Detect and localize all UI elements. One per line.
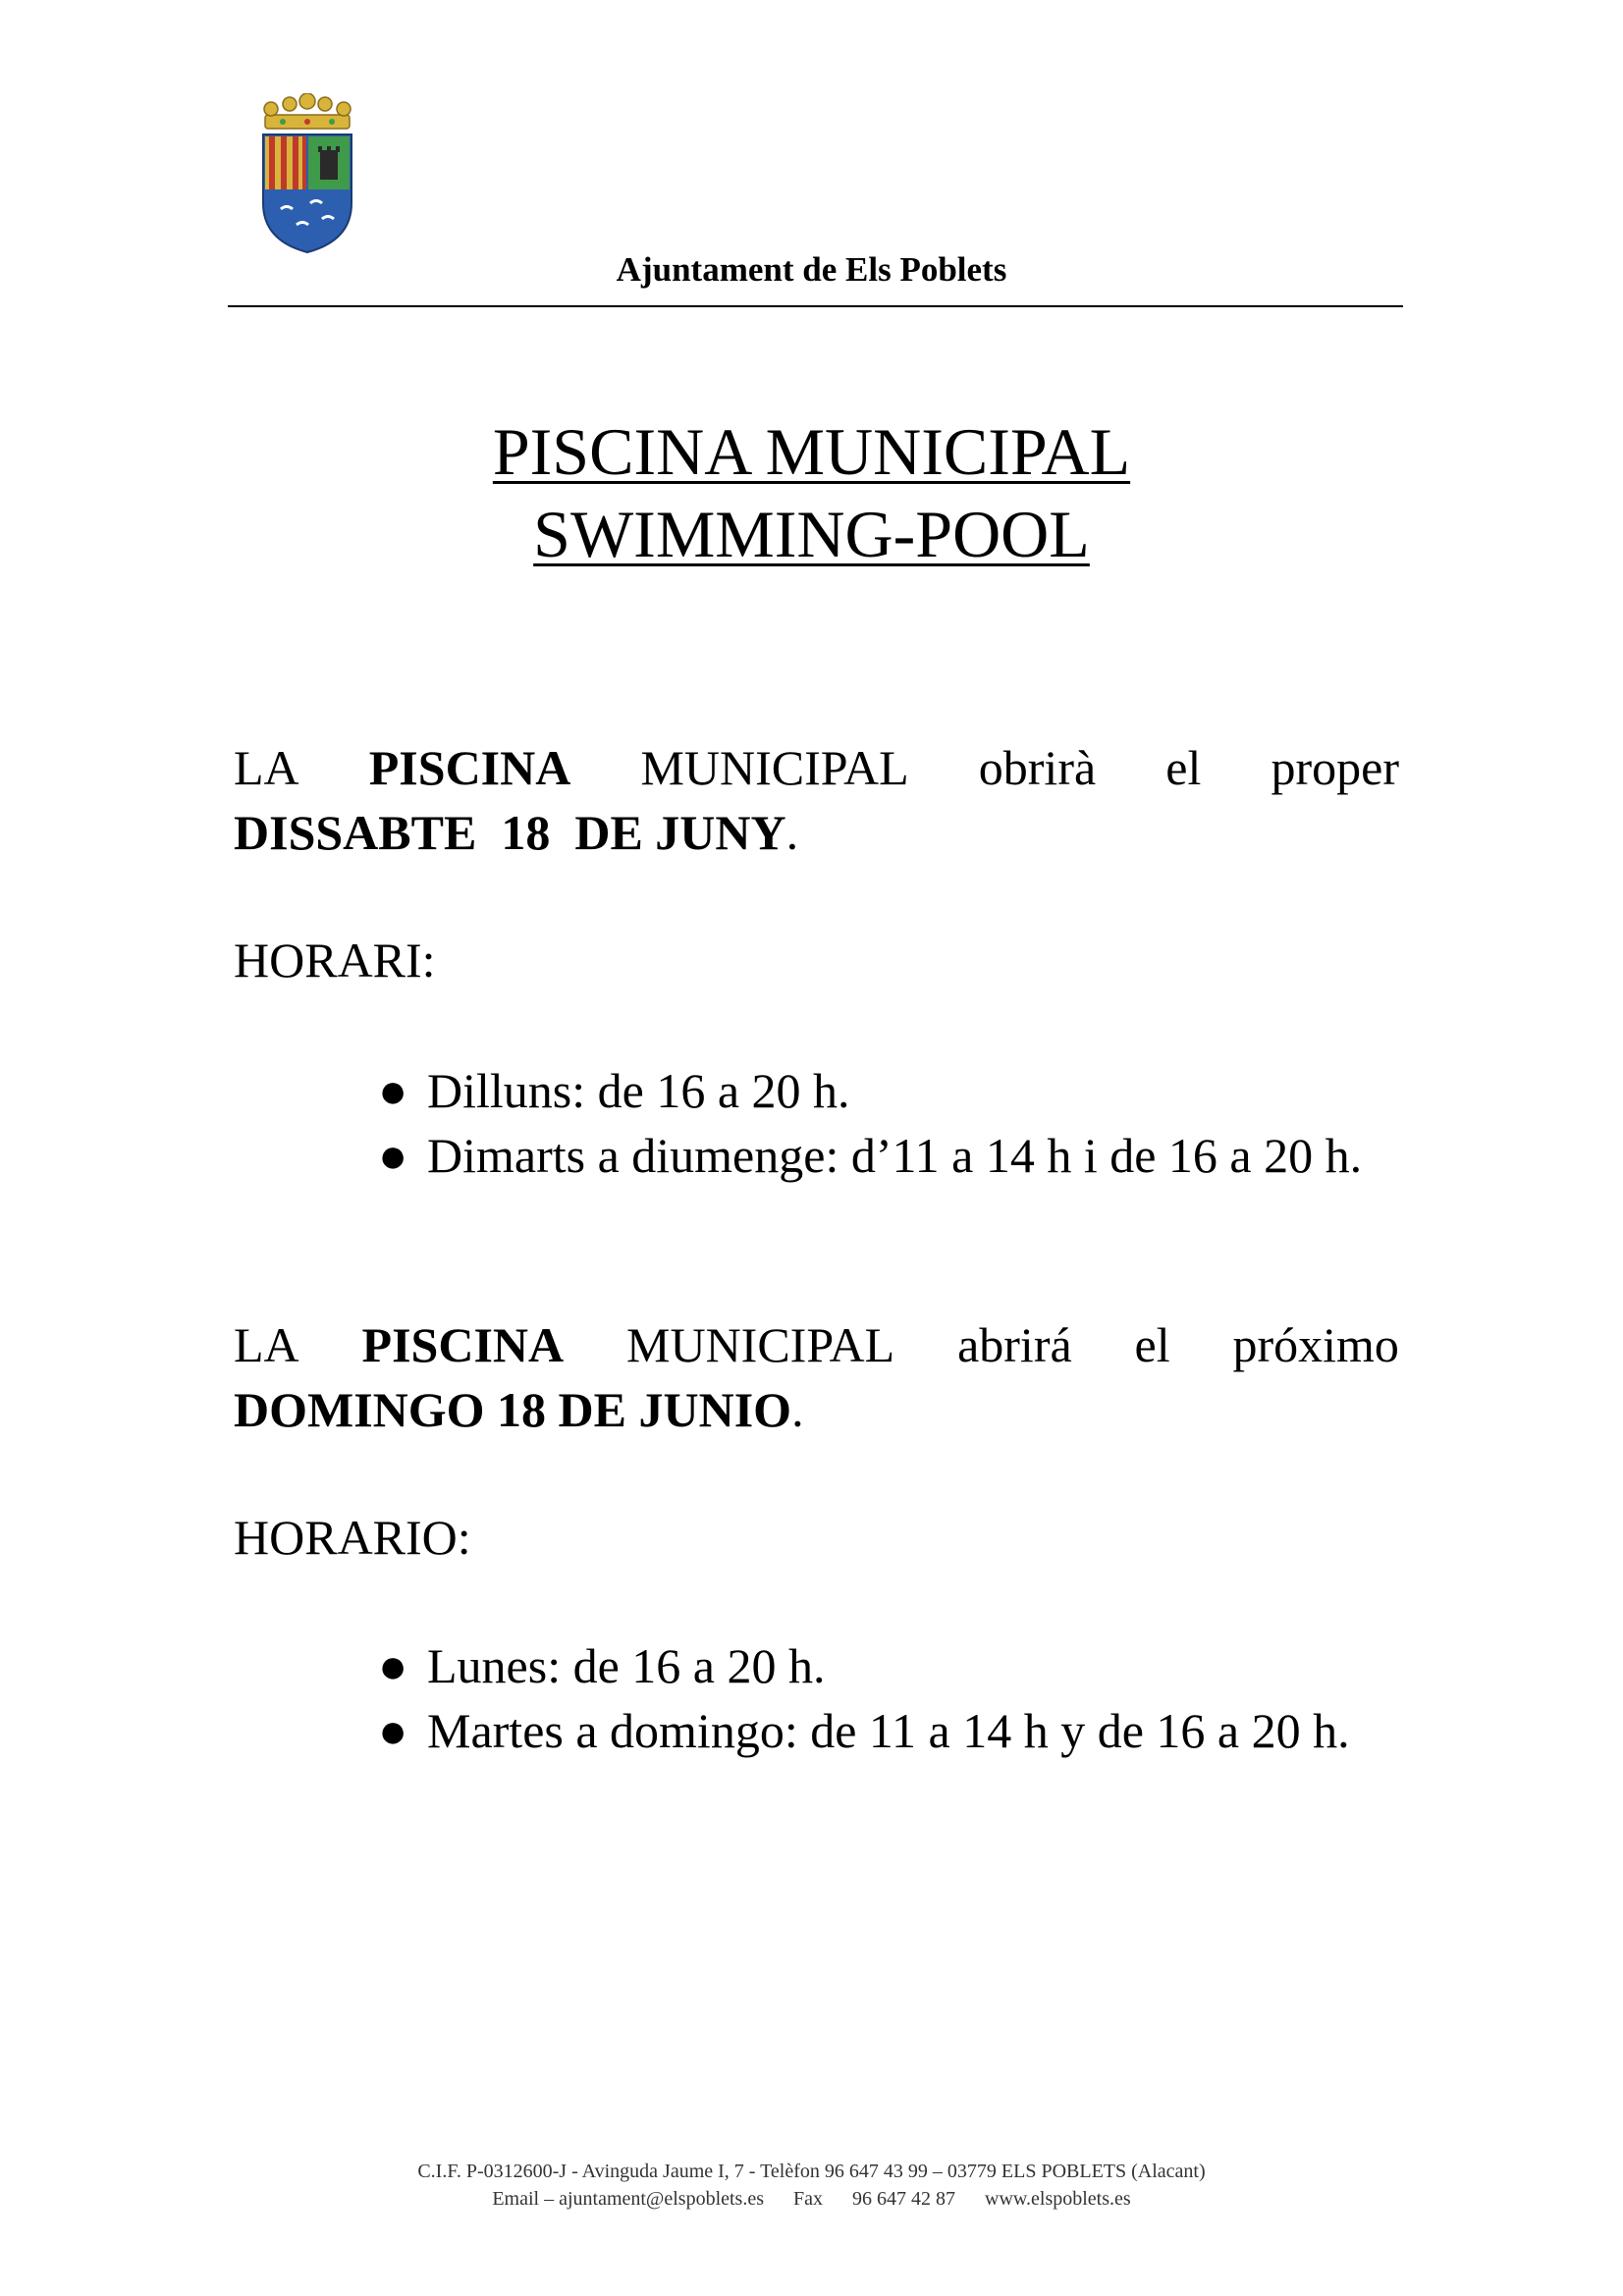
schedule-text: Martes a domingo: de 11 a 14 h y de 16 a 20 h.	[427, 1703, 1350, 1758]
bullet-icon: ●	[378, 1063, 408, 1118]
list-item	[378, 1633, 1380, 1698]
word: abrirá	[957, 1317, 1072, 1372]
opening-date: DOMINGO 18 DE JUNIO	[234, 1382, 792, 1437]
coat-of-arms-logo	[253, 93, 361, 255]
bullet-icon: ●	[378, 1638, 408, 1693]
word: el	[1134, 1317, 1170, 1372]
catalan-announcement	[234, 735, 1399, 865]
footer-address: C.I.F. P-0312600-J - Avinguda Jaume I, 7 - Telèfon 96 647 43 99 – 03779 ELS POBLETS (Alacant)	[417, 2161, 1206, 2182]
word-bold: PISCINA	[361, 1317, 565, 1372]
footer-email-fax-web: Email – ajuntament@elspoblets.es Fax 96 647 42 87 www.elspoblets.es	[492, 2188, 1131, 2210]
period: .	[791, 1382, 804, 1437]
word: LA	[234, 1317, 299, 1372]
list-item	[378, 1123, 1380, 1188]
crown-icon	[264, 93, 351, 129]
schedule-text: Lunes: de 16 a 20 h.	[427, 1638, 826, 1693]
schedule-text: Dimarts a diumenge: d’11 a 14 h i de 16 a 20 h.	[427, 1128, 1363, 1183]
word: LA	[234, 740, 299, 795]
word: próximo	[1232, 1317, 1399, 1372]
header-divider	[228, 305, 1403, 307]
organization-name: Ajuntament de Els Poblets	[616, 250, 1007, 289]
word: obrirà	[978, 740, 1097, 795]
document-title	[0, 410, 1623, 575]
schedule-list-catalan	[378, 1058, 1380, 1188]
word: MUNICIPAL	[640, 740, 909, 795]
spanish-announcement	[234, 1312, 1399, 1442]
word: MUNICIPAL	[626, 1317, 895, 1372]
list-item	[378, 1058, 1380, 1123]
opening-date: DISSABTE 18 DE JUNY	[234, 805, 786, 860]
word-bold: PISCINA	[368, 740, 571, 795]
word: proper	[1271, 740, 1399, 795]
list-item	[378, 1698, 1380, 1763]
schedule-heading-catalan: HORARI:	[234, 933, 436, 988]
title-line-1: PISCINA MUNICIPAL	[492, 414, 1131, 489]
title-line-2: SWIMMING-POOL	[533, 497, 1090, 571]
period: .	[785, 805, 799, 860]
word: el	[1165, 740, 1202, 795]
schedule-text: Dilluns: de 16 a 20 h.	[427, 1063, 850, 1118]
bullet-icon: ●	[378, 1128, 408, 1183]
footer-contact	[0, 2158, 1623, 2213]
schedule-list-spanish	[378, 1633, 1380, 1763]
schedule-heading-spanish: HORARIO:	[234, 1510, 471, 1565]
bullet-icon: ●	[378, 1703, 408, 1758]
